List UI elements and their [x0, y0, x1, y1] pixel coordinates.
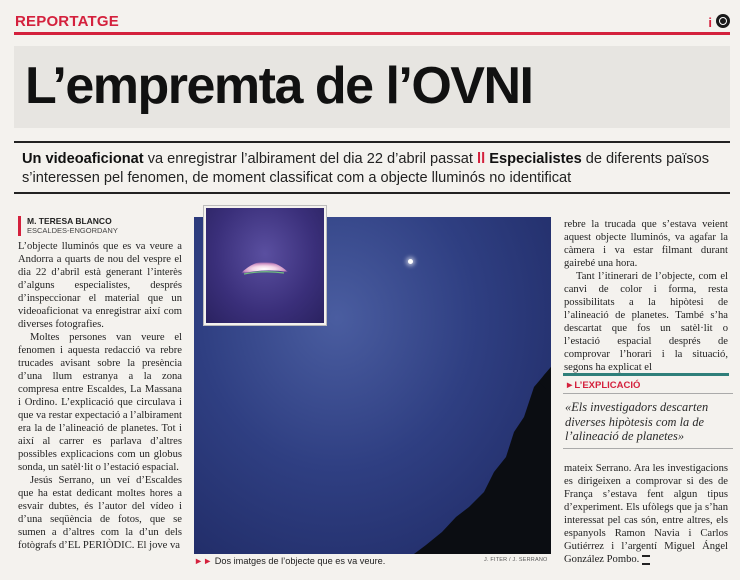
caption-text: Dos imatges de l’objecte que es va veure.	[214, 556, 386, 566]
caption-arrow: ►►	[194, 556, 213, 566]
body-paragraph: Moltes persones van veure el fenomen i aquesta redacció va rebre trucades avisant sobre la presència d’una llum estranya a la zona compresa entre Escaldes, La Massana i Ordino. L’explicació que circulava i que va restar expectació a l’albirament era la de l’alineació de planetes. Tot i així al carrer es parlava d’altres possibles explicacions com un globus sonda, un satèl·lit o l’estació espacial.	[18, 332, 182, 473]
section-header	[10, 12, 730, 34]
inset-photo[interactable]	[204, 206, 326, 325]
lead-separator: ll	[477, 151, 486, 167]
lead-bottom-rule	[14, 192, 730, 194]
byline-location: ESCALDES-ENGORDANY	[27, 226, 118, 235]
lead-text-1: va enregistrar l’albirament del dia 22 d’abril passat	[143, 151, 478, 167]
body-paragraph: Tant l’itinerari de l’objecte, com el canvi de color i forma, resta possibilitats a la hipòtesi de l’alineació de planetes. També s’ha descartat que fos un satèl·lit o l’estació espacial després de comprovar l’horari i la situació, segons ha explicat el	[564, 271, 728, 373]
lead-paragraph	[22, 150, 722, 188]
lead-top-rule	[14, 141, 730, 143]
explanation-quote-box	[563, 393, 733, 449]
lead-bold-1: Un videoaficionat	[22, 151, 144, 167]
body-paragraph	[564, 462, 728, 566]
body-paragraph: Jesús Serrano, un veí d’Escaldes que ha estat dedicant moltes hores a esvair dubtes, és l’autor del vídeo i d’una seqüència de fotos, que se sumen a d’altres com la d’un dels fotògrafs d’EL PERIÒDIC. El jove va	[18, 475, 182, 551]
body-text: mateix Serrano. Ara les investigacions es dirigeixen a comprovar si des de França s’estava fent algun tipus d’experiment. Els ufòlegs que ja s’han interessat pel cas són, entre altres, els espanyols Ramon Navia i Carlos Gutiérrez i l’argentí Miguel Ángel González Pombo.	[564, 463, 728, 565]
byline-author: M. TERESA BLANCO	[27, 216, 112, 226]
explanation-rule	[563, 373, 729, 376]
end-mark-icon	[642, 555, 650, 565]
body-column-3-continued	[564, 462, 728, 566]
info-icon[interactable]: i	[708, 15, 712, 30]
section-rule	[14, 32, 730, 35]
lead-text-2: de diferents països s’interessen pel fenomen, de moment classificat com a objecte lluminós no identificat	[22, 151, 710, 186]
body-paragraph: L’objecte lluminós que es va veure a Andorra a quarts de nou del vespre el dia 22 d’abril està generant l’interès d’alguns especialistes, després d’inspeccionar el material que un videoaficionat va enregistrar així com diverses fotografies.	[18, 241, 182, 330]
section-label: REPORTATGE	[15, 13, 119, 30]
photo-caption	[194, 556, 385, 566]
light-dot	[408, 259, 413, 264]
ufo-glow	[234, 252, 294, 282]
lead-bold-2: Especialistes	[489, 151, 582, 167]
explanation-label: ►L’EXPLICACIÓ	[565, 380, 641, 391]
pull-quote: «Els investigadors descarten diverses hipòtesis com la de l’alineació de planetes»	[565, 400, 709, 443]
headline: L’empremta de l’OVNI	[25, 57, 533, 115]
byline	[18, 216, 118, 236]
body-paragraph: rebre la trucada que s’estava veient aquest objecte lluminós, va agafar la càmera i va estar filmant durant gairebé una hora.	[564, 219, 728, 269]
photo-credit: J. FITER / J. SERRANO	[484, 557, 548, 563]
body-column-1	[18, 240, 182, 552]
body-column-3	[564, 218, 728, 374]
search-icon[interactable]	[716, 14, 730, 28]
headline-box	[14, 46, 730, 128]
